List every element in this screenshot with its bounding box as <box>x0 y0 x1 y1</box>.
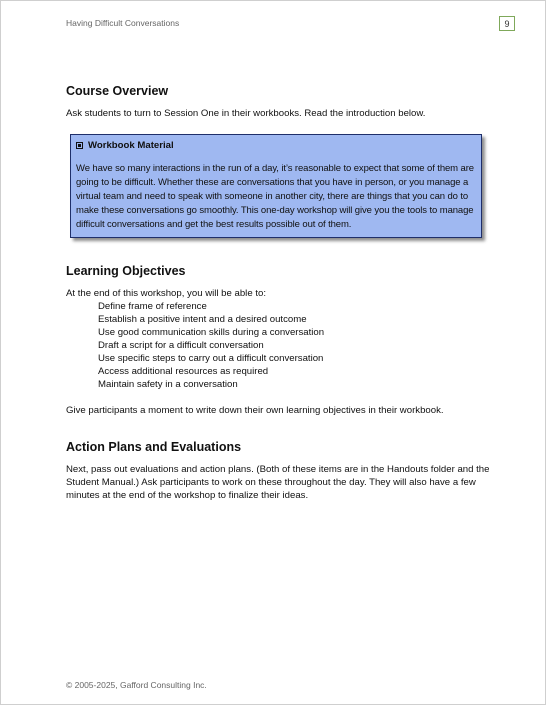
list-item: Define frame of reference <box>98 301 207 312</box>
course-overview-heading: Course Overview <box>66 84 169 98</box>
footer-copyright: © 2005-2025, Gafford Consulting Inc. <box>66 680 207 690</box>
list-item: Establish a positive intent and a desired outcome <box>98 314 307 325</box>
list-item: Draft a script for a difficult conversation <box>98 340 264 351</box>
action-plans-heading: Action Plans and Evaluations <box>66 440 242 454</box>
workbook-material-box <box>70 134 482 238</box>
learning-objectives-followup: Give participants a moment to write down their own learning objectives in their workbook. <box>66 405 444 416</box>
objectives-list <box>66 300 496 391</box>
workbook-title-row <box>76 140 476 151</box>
list-item: Use good communication skills during a conversation <box>98 327 325 338</box>
page-content <box>66 84 496 502</box>
learning-objectives-intro: At the end of this workshop, you will be able to: <box>66 288 266 299</box>
book-icon <box>76 142 83 149</box>
page-number: 9 <box>499 16 515 31</box>
running-header: Having Difficult Conversations <box>66 18 180 28</box>
course-overview-intro: Ask students to turn to Session One in their workbooks. Read the introduction below. <box>66 108 426 119</box>
list-item: Maintain safety in a conversation <box>98 379 238 390</box>
list-item: Access additional resources as required <box>98 366 269 377</box>
workbook-title: Workbook Material <box>88 140 174 151</box>
action-plans-body: Next, pass out evaluations and action plans. (Both of these items are in the Handouts folder and the Student Manual.) Ask participants to work on these throughout the day. They will also have a few minutes at the end of the workshop to finalize their ideas. <box>66 464 490 501</box>
list-item: Use specific steps to carry out a difficult conversation <box>98 353 324 364</box>
learning-objectives-heading: Learning Objectives <box>66 264 186 278</box>
workbook-body: We have so many interactions in the run of a day, it’s reasonable to expect that some of them are going to be difficult. Whether these are conversations that you have in person, or you manage a virtual team and need to speak with someone in another city, there are things that you can do to make these conversations go smoothly. This one-day workshop will give you the tools to manage difficult conversations and get the best results possible out of them. <box>76 163 474 230</box>
